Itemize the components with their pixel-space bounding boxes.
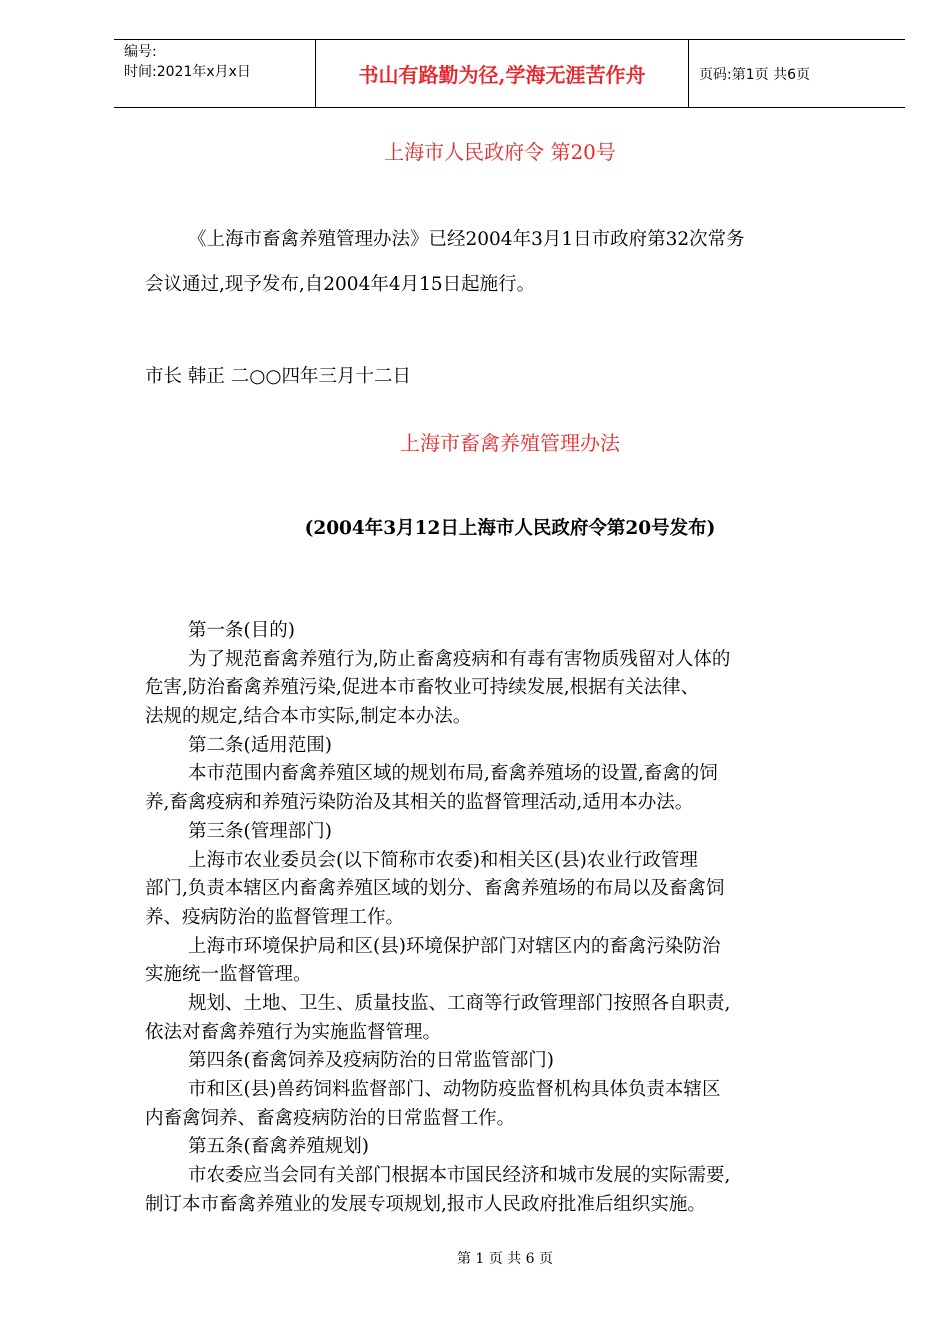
document-subtitle: (2004年3月12日上海市人民政府令第20号发布) <box>304 518 716 539</box>
body-line: 养、疫病防治的监督管理工作。 <box>145 906 405 928</box>
header-page-info: 页码:第1页 共6页 <box>699 66 810 83</box>
body-line: 规划、土地、卫生、质量技监、工商等行政管理部门按照各自职责, <box>188 992 731 1014</box>
intro-line-1: 《上海市畜禽养殖管理办法》已经2004年3月1日市政府第32次常务 <box>188 229 745 250</box>
signature-line: 市长 韩正 二○○四年三月十二日 <box>145 366 412 387</box>
body-line: 部门,负责本辖区内畜禽养殖区域的划分、畜禽养殖场的布局以及畜禽饲 <box>145 878 725 900</box>
header-number-label: 编号: <box>124 44 157 60</box>
body-line: 危害,防治畜禽养殖污染,促进本市畜牧业可持续发展,根据有关法律、 <box>145 677 700 699</box>
body-line: 依法对畜禽养殖行为实施监督管理。 <box>145 1021 442 1043</box>
body-line: 制订本市畜禽养殖业的发展专项规划,报市人民政府批准后组织实施。 <box>145 1193 706 1215</box>
body-line: 养,畜禽疫病和养殖污染防治及其相关的监督管理活动,适用本办法。 <box>145 792 694 814</box>
document-title: 上海市畜禽养殖管理办法 <box>400 431 620 455</box>
body-line: 内畜禽饲养、畜禽疫病防治的日常监督工作。 <box>145 1107 516 1129</box>
body-line: 上海市环境保护局和区(县)环境保护部门对辖区内的畜禽污染防治 <box>188 935 721 957</box>
body-line: 为了规范畜禽养殖行为,防止畜禽疫病和有毒有害物质残留对人体的 <box>188 648 731 670</box>
decree-title: 上海市人民政府令 第20号 <box>384 140 616 164</box>
header-time-label: 时间:2021年x月x日 <box>124 64 251 80</box>
page-header <box>114 39 905 108</box>
document-body <box>145 617 865 1219</box>
body-line: 第四条(畜禽饲养及疫病防治的日常监管部门) <box>188 1050 554 1072</box>
header-meta-cell <box>114 40 316 107</box>
body-line: 法规的规定,结合本市实际,制定本办法。 <box>145 706 472 728</box>
body-line: 市农委应当会同有关部门根据本市国民经济和城市发展的实际需要, <box>188 1165 731 1187</box>
body-line: 本市范围内畜禽养殖区域的规划布局,畜禽养殖场的设置,畜禽的饲 <box>188 763 718 785</box>
header-motto: 书山有路勤为径,学海无涯苦作舟 <box>316 40 689 107</box>
body-line: 第五条(畜禽养殖规划) <box>188 1136 369 1158</box>
body-line: 第二条(适用范围) <box>188 734 332 756</box>
body-line: 市和区(县)兽药饲料监督部门、动物防疫监督机构具体负责本辖区 <box>188 1079 721 1100</box>
footer-page-number: 第 1 页 共 6 页 <box>456 1251 554 1267</box>
body-line: 第一条(目的) <box>188 620 295 641</box>
intro-line-2: 会议通过,现予发布,自2004年4月15日起施行。 <box>145 274 536 295</box>
body-line: 实施统一监督管理。 <box>145 964 312 986</box>
body-line: 第三条(管理部门) <box>188 820 332 842</box>
body-line: 上海市农业委员会(以下简称市农委)和相关区(县)农业行政管理 <box>188 849 698 871</box>
